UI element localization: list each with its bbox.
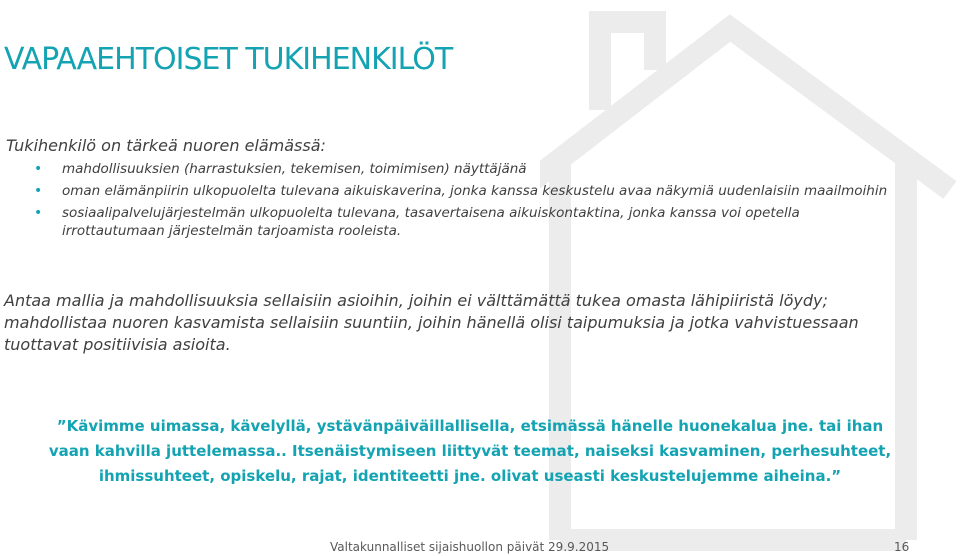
bullet-list — [34, 160, 904, 244]
bullet-dot-icon: • — [34, 183, 43, 199]
body-paragraph: Antaa mallia ja mahdollisuuksia sellaisiin asioihin, joihin ei välttämättä tukea omasta lähipiiristä löydy; mahdollistaa nuoren kasvamista sellaisiin suuntiin, joihin hänellä olisi taipumuksia ja jotka vahvistuessaan tuottavat positiivisia asioita. — [4, 291, 859, 354]
bullet-text: oman elämänpiirin ulkopuolelta tulevana aikuiskaverina, jonka kanssa keskustelu avaa näkymiä uudenlaisiin maailmoihin — [62, 183, 888, 199]
quote-text: ”Kävimme uimassa, kävelyllä, ystävänpäiväillallisella, etsimässä hänelle huonekalua jne. tai ihan vaan kahvilla juttelemassa.. Itsenäistymiseen liittyvät teemat, naiseksi kasvaminen, perhesuhteet, ihmissuhteet, opiskelu, rajat, identiteetti jne. olivat useasti keskustelujemme aiheina.” — [48, 417, 892, 485]
bullet-item — [34, 182, 904, 200]
bullet-item — [34, 204, 904, 240]
slide-title: VAPAAEHTOISET TUKIHENKILÖT — [4, 42, 453, 77]
bullet-text: sosiaalipalvelujärjestelmän ulkopuolelta tulevana, tasavertaisena aikuiskontaktina, jonka kanssa voi opetella irrottautumaan järjestelmän tarjoamista rooleista. — [62, 205, 800, 239]
bullet-dot-icon: • — [34, 161, 43, 177]
bullet-text: mahdollisuuksien (harrastuksien, tekemisen, toimimisen) näyttäjänä — [62, 161, 527, 177]
page-number: 16 — [894, 540, 910, 554]
footer-text: Valtakunnalliset sijaishuollon päivät 29.9.2015 — [330, 540, 610, 554]
bullet-dot-icon: • — [34, 205, 43, 221]
intro-text: Tukihenkilö on tärkeä nuoren elämässä: — [6, 136, 326, 155]
bullet-item — [34, 160, 904, 178]
